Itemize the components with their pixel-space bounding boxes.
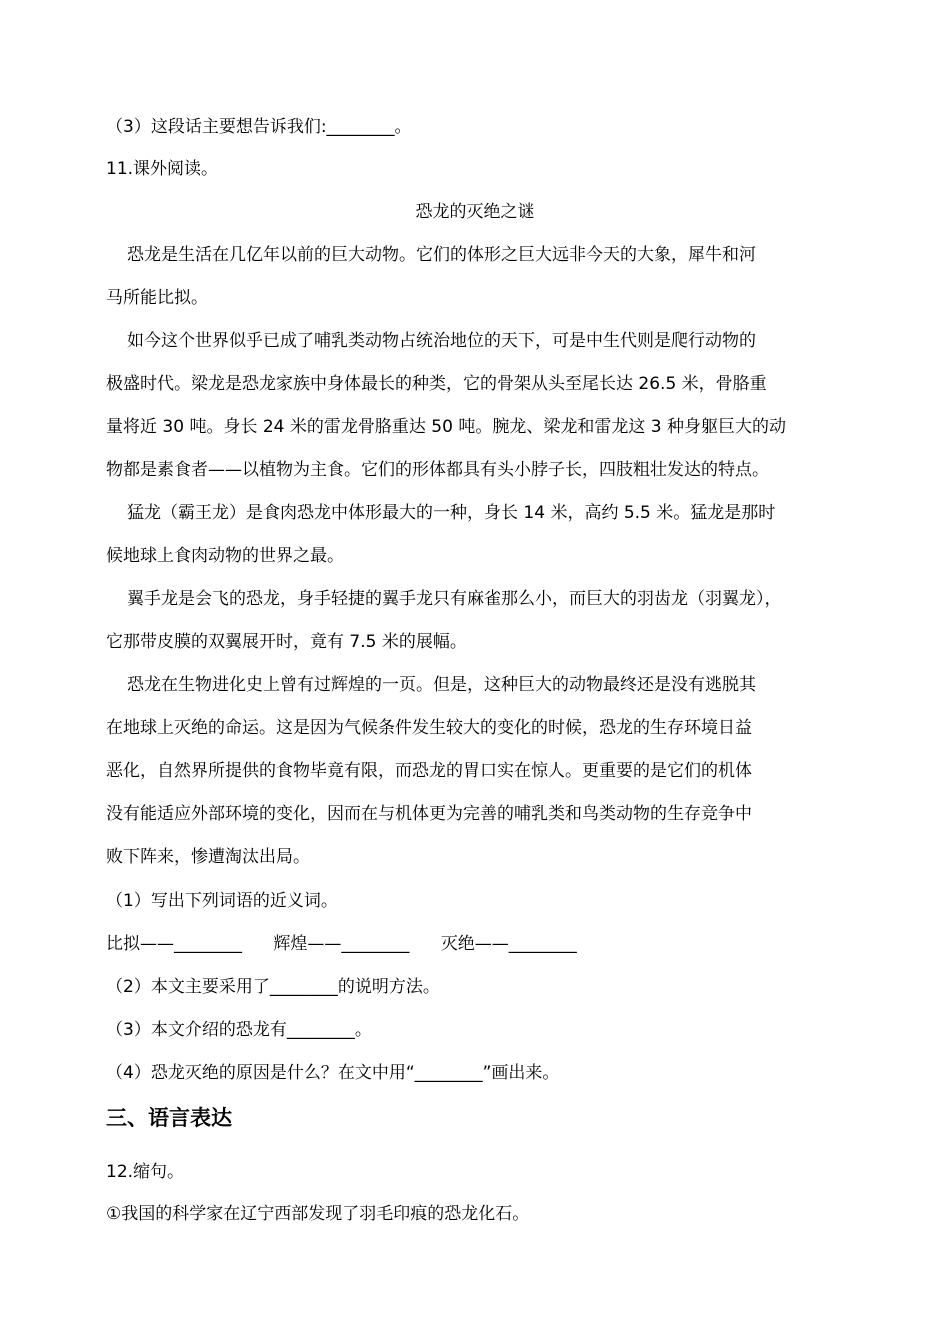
passage-p3-line1: 猛龙（霸王龙）是食肉恐龙中体形最大的一种，身长 14 米，高约 5.5 米。猛龙是那时 xyxy=(127,503,776,523)
passage-p5-line5: 败下阵来，惨遭淘汰出局。 xyxy=(106,847,310,867)
q11-question-2: （2）本文主要采用了________的说明方法。 xyxy=(106,977,440,997)
passage-p4-line2: 它那带皮膜的双翼展开时，竟有 7.5 米的展幅。 xyxy=(106,632,467,652)
q11-question-3: （3）本文介绍的恐龙有________。 xyxy=(106,1020,372,1040)
q12-header: 12.缩句。 xyxy=(106,1162,185,1182)
q12-item-1: ①我国的科学家在辽宁西部发现了羽毛印痕的恐龙化石。 xyxy=(106,1204,530,1224)
passage-p1-line1: 恐龙是生活在几亿年以前的巨大动物。它们的体形之巨大远非今天的大象，犀牛和河 xyxy=(127,245,756,265)
passage-p5-line1: 恐龙在生物进化史上曾有过辉煌的一页。但是，这种巨大的动物最终还是没有逃脱其 xyxy=(127,675,756,695)
q11-header: 11.课外阅读。 xyxy=(106,159,219,179)
q11-question-1: （1）写出下列词语的近义词。 xyxy=(106,891,338,911)
q11-question-4: （4）恐龙灭绝的原因是什么？在文中用“________”画出来。 xyxy=(106,1063,560,1083)
passage-p2-line2: 极盛时代。梁龙是恐龙家族中身体最长的种类，它的骨架从头至尾长达 26.5 米，骨胳重 xyxy=(106,374,767,394)
section-heading: 三、语言表达 xyxy=(106,1106,232,1130)
synonym-item-bini: 比拟——________ xyxy=(106,934,242,954)
synonym-item-huihuang: 辉煌——________ xyxy=(273,934,410,954)
synonym-row xyxy=(106,932,577,956)
q10-item-3: （3）这段话主要想告诉我们:________。 xyxy=(106,117,412,137)
passage-p1-line2: 马所能比拟。 xyxy=(106,288,208,308)
passage-title: 恐龙的灭绝之谜 xyxy=(415,202,535,222)
synonym-item-miejue: 灭绝——________ xyxy=(440,934,577,954)
passage-p5-line2: 在地球上灭绝的命运。这是因为气候条件发生较大的变化的时候，恐龙的生存环境日益 xyxy=(106,718,752,738)
passage-p5-line3: 恶化，自然界所提供的食物毕竟有限，而恐龙的胃口实在惊人。更重要的是它们的机体 xyxy=(106,761,752,781)
passage-p2-line3: 量将近 30 吨。身长 24 米的雷龙骨胳重达 50 吨。腕龙、梁龙和雷龙这 3 种身躯巨大的动 xyxy=(106,417,786,437)
passage-p2-line1: 如今这个世界似乎已成了哺乳类动物占统治地位的天下，可是中生代则是爬行动物的 xyxy=(127,331,756,351)
passage-p5-line4: 没有能适应外部环境的变化，因而在与机体更为完善的哺乳类和鸟类动物的生存竞争中 xyxy=(106,804,752,824)
passage-p4-line1: 翼手龙是会飞的恐龙，身手轻捷的翼手龙只有麻雀那么小，而巨大的羽齿龙（羽翼龙）， xyxy=(127,589,782,609)
passage-p3-line2: 候地球上食肉动物的世界之最。 xyxy=(106,546,344,566)
passage-p2-line4: 物都是素食者——以植物为主食。它们的形体都具有头小脖子长，四肢粗壮发达的特点。 xyxy=(106,460,769,480)
